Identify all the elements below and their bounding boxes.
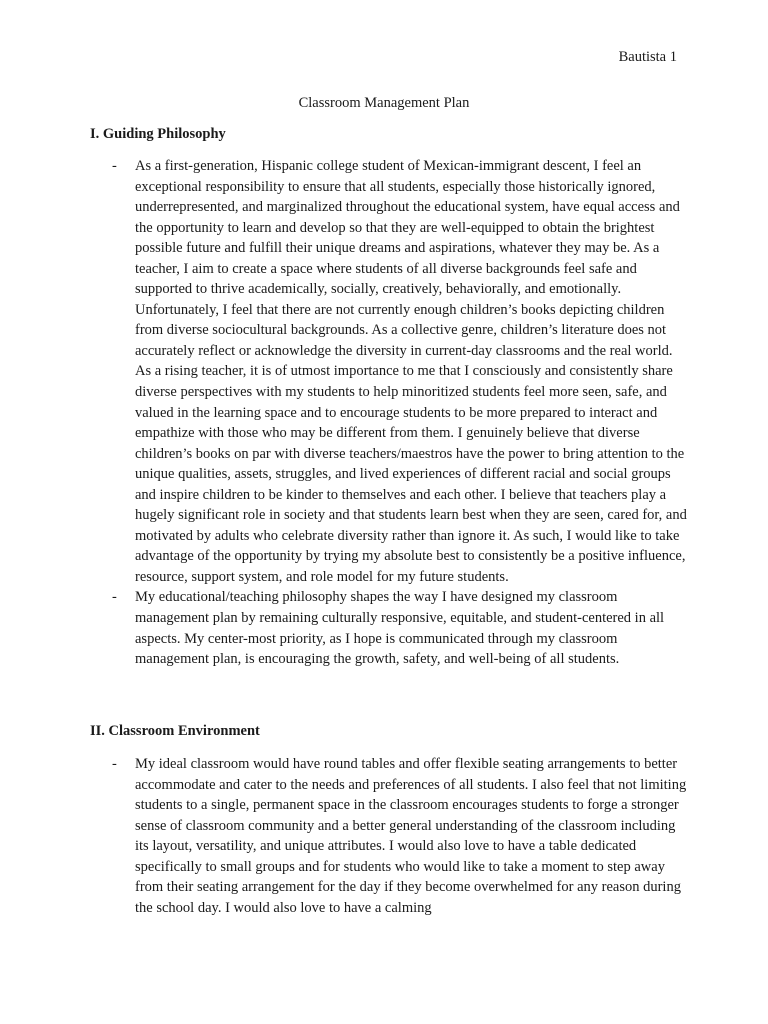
section-heading-guiding-philosophy: I. Guiding Philosophy (90, 126, 226, 142)
bullet-text: As a first-generation, Hispanic college student of Mexican-immigrant descent, I feel an exceptional responsibility to ensure that all students, especially those historically ignored, underrepresented, and marginalized throughout the educational system, have equal access and the opportunity to learn and develop so that they are well-equipped to obtain the brightest possible future and fulfill their unique dreams and aspirations, whatever they may be. As a teacher, I aim to create a space where students of all diverse backgrounds feel safe and supported to thrive academically, socially, creatively, behaviorally, and emotionally. Unfortunately, I feel that there are not currently enough children’s books depicting children from diverse sociocultural backgrounds. As a collective genre, children’s literature does not accurately reflect or acknowledge the diversity in current-day classrooms and the real world. As a rising teacher, it is of utmost importance to me that I consciously and consistently share diverse perspectives with my students to help minoritized students feel more seen, safe, and valued in the learning space and to encourage students to be more prepared to interact and empathize with those who may be different from them. I genuinely believe that diverse children’s books on par with diverse teachers/maestros have the power to bring attention to the unique qualities, assets, struggles, and lived experiences of different racial and social groups and inspire children to be kinder to themselves and each other. I believe that teachers play a hugely significant role in society and that students learn best when they are seen, cared for, and motivated by adults who celebrate diversity rather than ignore it. As such, I would like to take advantage of the opportunity by trying my absolute best to consistently be a positive influence, resource, support system, and role model for my future students. (135, 158, 687, 585)
bullet-text: My educational/teaching philosophy shapes the way I have designed my classroom management plan by remaining culturally responsive, equitable, and student-centered in all aspects. My center-most priority, as I hope is communicated through my classroom management plan, is encouraging the growth, safety, and well-being of all students. (135, 589, 665, 668)
section-heading-classroom-environment: II. Classroom Environment (90, 723, 260, 739)
bullet-text: My ideal classroom would have round tables and offer flexible seating arrangements to better accommodate and cater to the needs and preferences of all students. I also feel that not limiting students to a single, permanent space in the classroom encourages students to forge a stronger sense of classroom community and a better general understanding of the classroom including its layout, versatility, and unique attributes. I would also love to have a table dedicated specifically to small groups and for students who would like to take a moment to step away from their seating arrangement for the day if they become overwhelmed for any reason during the school day. I would also love to have a calming (135, 756, 687, 916)
list-item (90, 156, 690, 587)
bullet-dash: - (112, 756, 117, 772)
guiding-philosophy-list (90, 156, 690, 670)
document-title: Classroom Management Plan (298, 95, 470, 111)
bullet-dash: - (112, 589, 117, 606)
classroom-environment-list (90, 754, 690, 918)
list-item (90, 754, 690, 918)
page-header-label: Bautista 1 (618, 49, 677, 65)
bullet-dash: - (112, 158, 117, 174)
list-item (90, 587, 690, 669)
